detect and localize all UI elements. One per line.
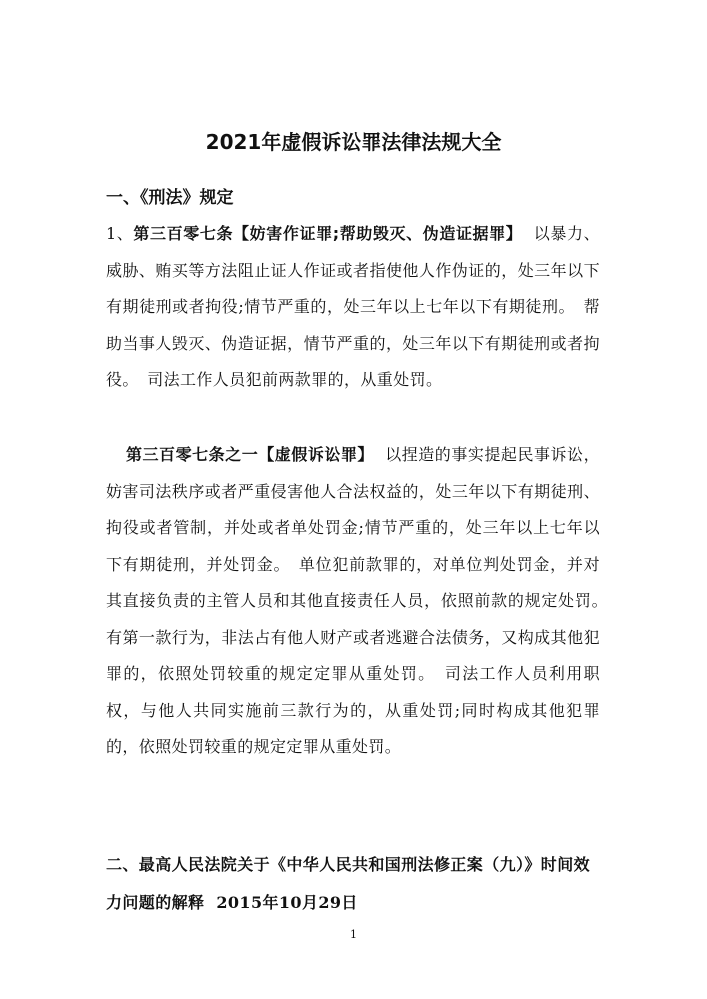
article-307-1-paragraph xyxy=(106,437,617,766)
section-1-heading: 一、《刑法》规定 xyxy=(106,188,234,208)
page-number: 1 xyxy=(350,928,357,941)
article-307-1-body: 以捏造的事实提起民事诉讼，妨害司法秩序或者严重侵害他人合法权益的，处三年以下有期徒刑、拘役或者管制，并处或者单处罚金;情节严重的，处三年以上七年以下有期徒刑，并处罚金。 单位犯前款罪的，对单位判处罚金，并对其直接负责的主管人员和其他直接责任人员，依照前款的规定处罚。 有第一款行为，非法占有他人财产或者逃避合法债务，又构成其他犯罪的，依照处罚较重的规定定罪从重处罚。 司法工作人员利用职权，与他人共同实施前三款行为的，从重处罚;同时构成其他犯罪的，依照处罚较重的规定定罪从重处罚。 xyxy=(106,445,617,756)
article-307-number: 1、 xyxy=(106,224,134,243)
article-307-body: 以暴力、威胁、贿买等方法阻止证人作证或者指使他人作伪证的，处三年以下有期徒刑或者拘役;情节严重的，处三年以上七年以下有期徒刑。 帮助当事人毁灭、伪造证据，情节严重的，处三年以下有期徒刑或者拘役。 司法工作人员犯前两款罪的，从重处罚。 xyxy=(106,224,601,389)
section-2-heading: 二、最高人民法院关于《中华人民共和国刑法修正案（九）》时间效力问题的解释 xyxy=(106,855,591,912)
article-307-title: 第三百零七条【妨害作证罪;帮助毁灭、伪造证据罪】 xyxy=(133,224,523,243)
section-2-date: 2015年10月29日 xyxy=(216,893,358,912)
article-307-1-title: 第三百零七条之一【虚假诉讼罪】 xyxy=(126,445,374,464)
section-2-heading-block xyxy=(106,846,606,922)
article-307-paragraph xyxy=(106,216,600,399)
document-title: 2021年虚假诉讼罪法律法规大全 xyxy=(205,130,502,154)
